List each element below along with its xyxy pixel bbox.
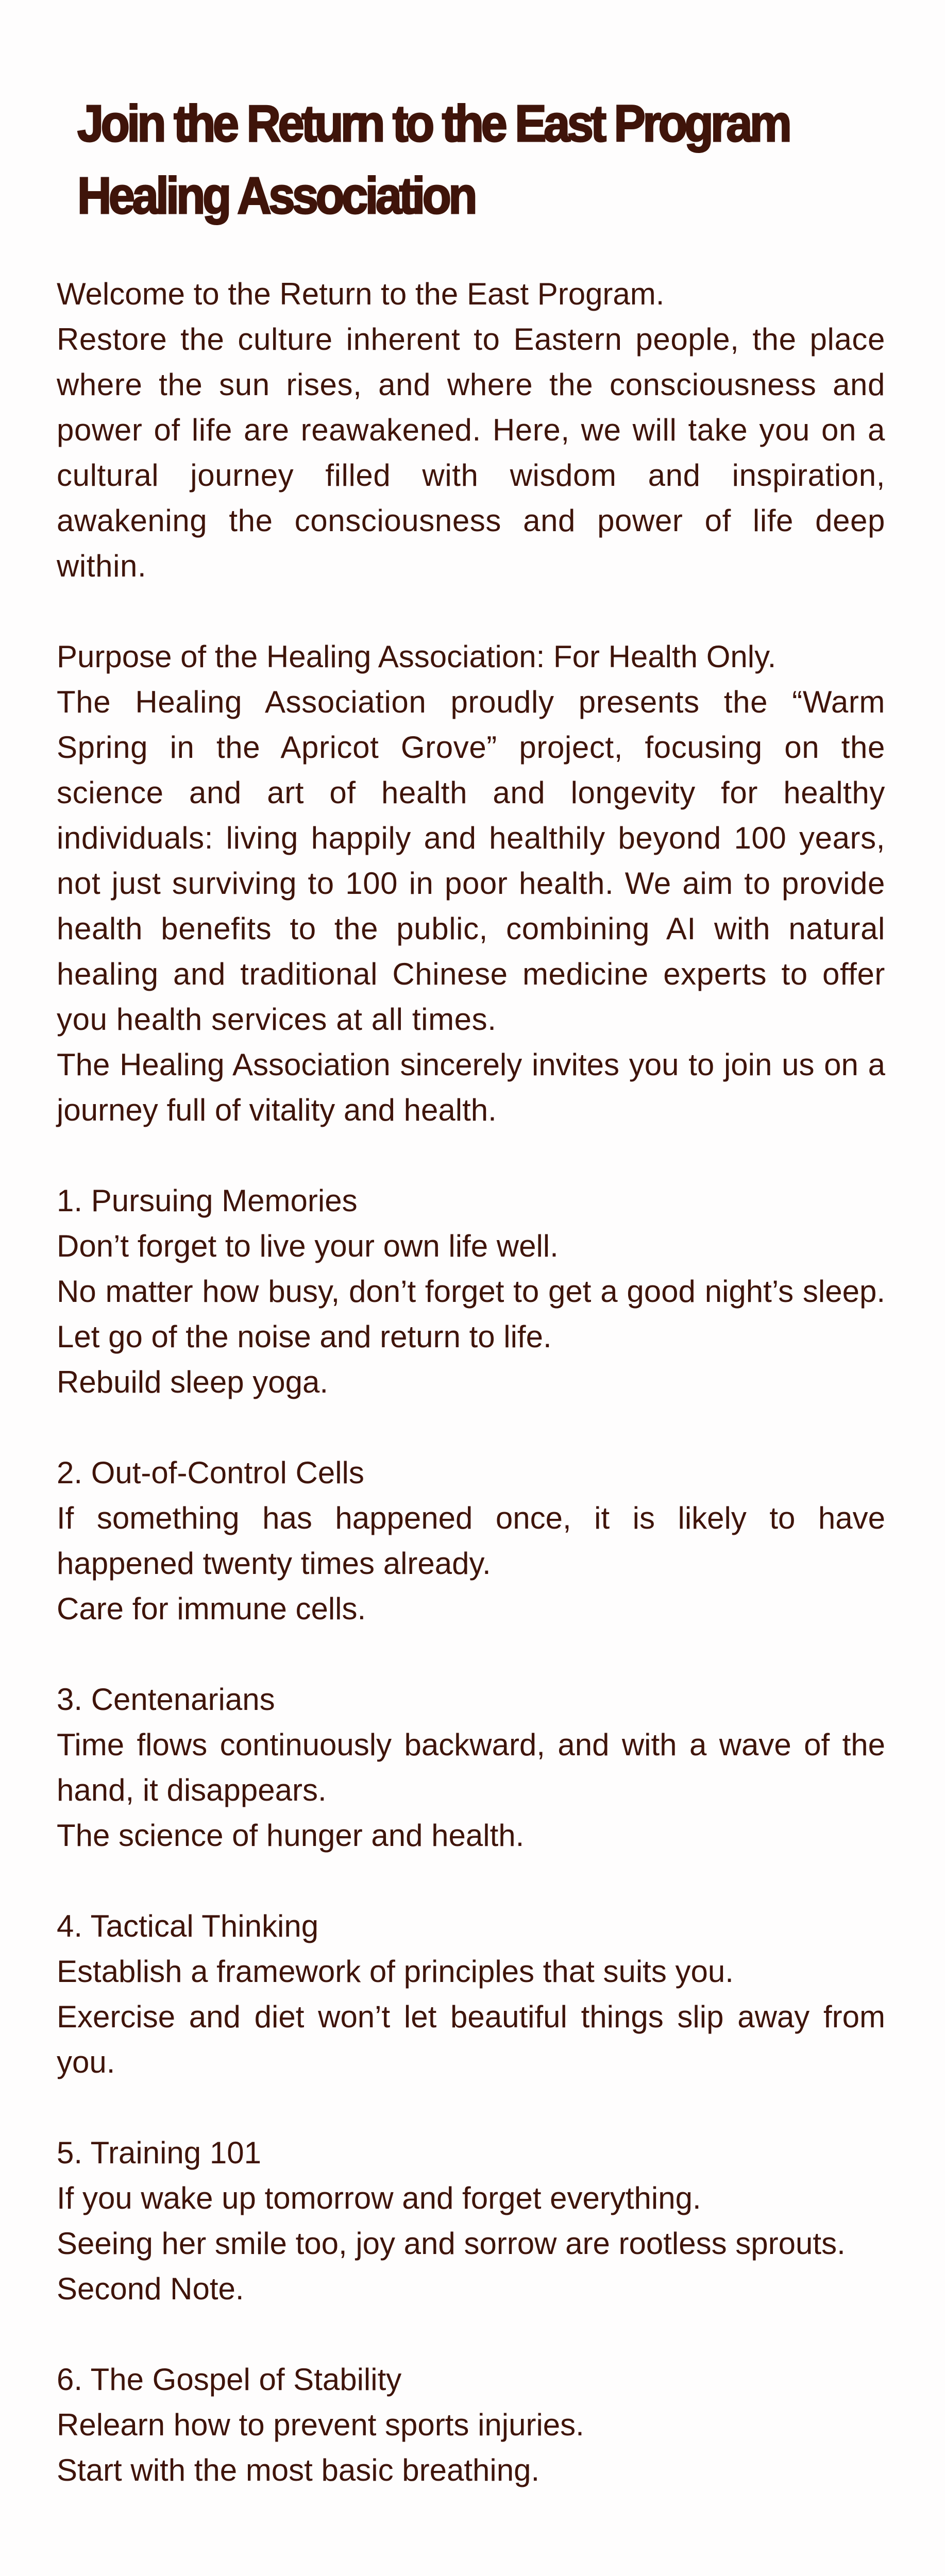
section-heading: 5. Training 101 <box>57 2136 261 2170</box>
section-line: Time flows continuously backward, and with a wave of the hand, it disappears. <box>57 1727 885 1807</box>
paragraph-gap <box>57 2085 885 2130</box>
section-line: Relearn how to prevent sports injuries. <box>57 2408 584 2442</box>
section-line: Exercise and diet won’t let beautiful things slip away from you. <box>57 1999 885 2079</box>
section-line: Start with the most basic breathing. <box>57 2453 540 2487</box>
article-body <box>57 272 885 2493</box>
section-heading: 4. Tactical Thinking <box>57 1909 319 1943</box>
paragraph-gap <box>57 1858 885 1904</box>
paragraph-gap <box>57 1405 885 1450</box>
paragraph-gap <box>57 1632 885 1677</box>
section-line: Rebuild sleep yoga. <box>57 1365 329 1399</box>
section-line: No matter how busy, don’t forget to get a good night’s sleep. Let go of the noise and return to life. <box>57 1274 885 1354</box>
section-line: Second Note. <box>57 2272 244 2306</box>
paragraph-gap <box>57 1133 885 1178</box>
title-line-2: Healing Association <box>77 167 475 225</box>
section-line: Don’t forget to live your own life well. <box>57 1229 559 1263</box>
section-line: If something has happened once, it is likely to have happened twenty times already. <box>57 1501 885 1581</box>
purpose-line: Purpose of the Healing Association: For Health Only. <box>57 639 777 674</box>
paragraph-gap <box>57 2312 885 2357</box>
title-line-1: Join the Return to the East Program <box>77 95 789 152</box>
welcome-paragraph: Restore the culture inherent to Eastern people, the place where the sun rises, and where the consciousness and power of life are reawakened. Here, we will take you on a cultural journey filled with wisdom and inspiration, awakening the consciousness and power of life deep within. <box>57 322 885 583</box>
section-line: Care for immune cells. <box>57 1591 366 1626</box>
section-heading: 1. Pursuing Memories <box>57 1183 358 1218</box>
section-heading: 6. The Gospel of Stability <box>57 2362 402 2397</box>
invitation-paragraph: The Healing Association sincerely invites you to join us on a journey full of vitality and health. <box>57 1047 885 1127</box>
welcome-line: Welcome to the Return to the East Program. <box>57 277 665 311</box>
section-line: Seeing her smile too, joy and sorrow are rootless sprouts. <box>57 2226 846 2261</box>
section-heading: 2. Out-of-Control Cells <box>57 1455 364 1490</box>
section-heading: 3. Centenarians <box>57 1682 275 1717</box>
section-line: The science of hunger and health. <box>57 1818 525 1853</box>
section-line: Establish a framework of principles that suits you. <box>57 1954 734 1989</box>
purpose-paragraph: The Healing Association proudly presents the “Warm Spring in the Apricot Grove” project, focusing on the science and art of health and longevity for healthy individuals: living happily and healthily beyond 100 years, not just surviving to 100 in poor health. We aim to provide health benefits to the public, combining AI with natural healing and traditional Chinese medicine experts to offer you health services at all times. <box>57 685 885 1037</box>
page-title <box>77 88 826 232</box>
section-line: If you wake up tomorrow and forget everything. <box>57 2181 701 2215</box>
paragraph-gap <box>57 589 885 634</box>
